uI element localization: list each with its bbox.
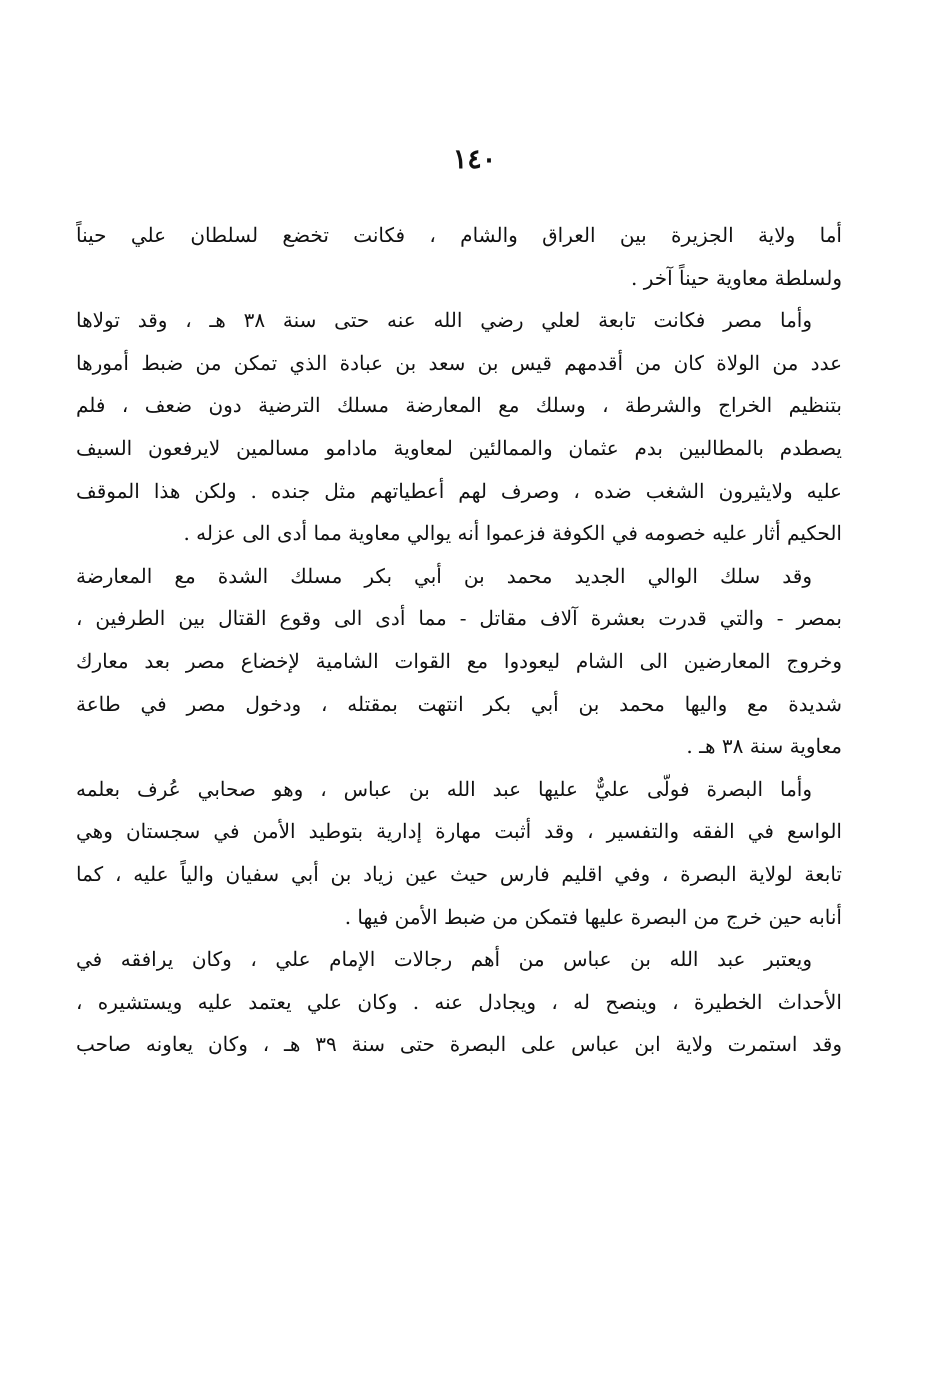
text-line: وخروج المعارضين الى الشام ليعودوا مع القوات الشامية لإخضاع مصر بعد معارك bbox=[76, 648, 842, 673]
text-line: أنابه حين خرج من البصرة عليها فتمكن من ضبط الأمن فيها . bbox=[344, 904, 842, 929]
text-line: عليه ولايثيرون الشغب ضده ، وصرف لهم أعطياتهم مثل جنده . ولكن هذا الموقف bbox=[76, 478, 842, 503]
text-line: الأحداث الخطيرة ، وينصح له ، ويجادل عنه . وكان علي يعتمد عليه ويستشيره ، bbox=[76, 989, 842, 1014]
text-line: يصطدم بالمطالبين بدم عثمان والممالئين لمعاوية مادامو مسالمين لايرفعون السيف bbox=[76, 435, 842, 460]
page-number: ١٤٠ bbox=[452, 144, 497, 175]
text-line: بمصر - والتي قدرت بعشرة آلاف مقاتل - مما أدى الى وقوع القتال بين الطرفين ، bbox=[76, 606, 842, 631]
text-line: الواسع في الفقه والتفسير ، وقد أثبت مهارة إدارية بتوطيد الأمن في سجستان وهي bbox=[76, 819, 842, 844]
text-line: الحكيم أثار عليه خصومه في الكوفة فزعموا أنه يوالي معاوية مما أدى الى عزله . bbox=[183, 521, 842, 546]
text-line: وقد سلك الوالي الجديد محمد بن أبي بكر مسلك الشدة مع المعارضة bbox=[76, 563, 812, 588]
text-line: ويعتبر عبد الله بن عباس من أهم رجالات الإمام علي ، وكان يرافقه في bbox=[76, 947, 812, 972]
text-line: وأما مصر فكانت تابعة لعلي رضي الله عنه حتى سنة ٣٨ هـ ، وقد تولاها bbox=[76, 308, 813, 333]
text-line: عدد من الولاة كان من أقدمهم قيس بن سعد بن عبادة الذي تمكن من ضبط أمورها bbox=[76, 350, 842, 375]
text-line: بتنظيم الخراج والشرطة ، وسلك مع المعارضة مسلك الترضية دون ضعف ، فلم bbox=[76, 393, 842, 418]
text-line: وقد استمرت ولاية ابن عباس على البصرة حتى سنة ٣٩ هـ ، وكان يعاونه صاحب bbox=[76, 1032, 842, 1057]
text-line: تابعة لولاية البصرة ، وفي اقليم فارس حيث عين زياد بن أبي سفيان والياً عليه ، كما bbox=[76, 861, 842, 886]
text-line: أما ولاية الجزيرة بين العراق والشام ، فكانت تخضع لسلطان علي حيناً bbox=[76, 223, 842, 247]
body-text bbox=[76, 214, 842, 1066]
text-line: ولسلطة معاوية حيناً آخر . bbox=[630, 265, 842, 290]
text-line: شديدة مع واليها محمد بن أبي بكر انتهت بمقتله ، ودخول مصر في طاعة bbox=[76, 691, 842, 716]
text-line: معاوية سنة ٣٨ هـ . bbox=[686, 734, 842, 759]
text-line: وأما البصرة فولّى عليٌّ عليها عبد الله بن عباس ، وهو صحابي عُرف بعلمه bbox=[76, 776, 812, 801]
